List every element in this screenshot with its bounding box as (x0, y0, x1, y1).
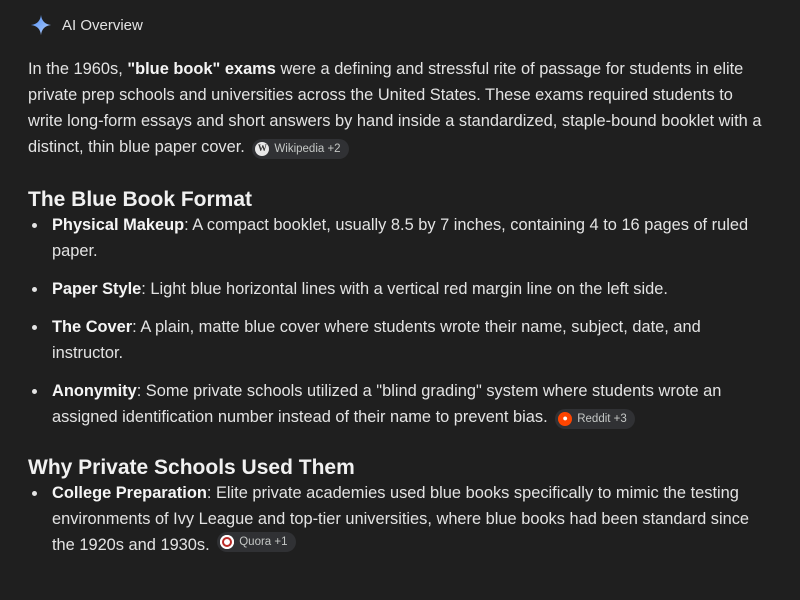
why-list (28, 480, 772, 558)
section-heading-why: Why Private Schools Used Them (28, 456, 355, 479)
list-item: The Cover: A plain, matte blue cover where students wrote their name, subject, date, and instructor. (28, 314, 752, 366)
wikipedia-icon: W (255, 142, 269, 156)
list-item: Physical Makeup: A compact booklet, usually 8.5 by 7 inches, containing 4 to 16 pages of ruled paper. (28, 212, 752, 264)
source-chip-wikipedia[interactable]: W Wikipedia +2 (252, 139, 348, 159)
section-heading-format: The Blue Book Format (28, 188, 253, 211)
sparkle-icon (30, 14, 52, 36)
reddit-icon: ● (558, 412, 572, 426)
format-list (28, 212, 772, 430)
quora-icon (220, 535, 234, 549)
source-chip-quora[interactable]: Quora +1 (217, 532, 295, 552)
intro-bold-term: "blue book" exams (127, 60, 276, 78)
source-chip-reddit[interactable]: ● Reddit +3 (555, 409, 635, 429)
list-item: Anonymity: Some private schools utilized a "blind grading" system where students wrote an assigned identification number instead of their name to prevent bias. ● Reddit +3 (28, 378, 752, 430)
intro-paragraph: In the 1960s, "blue book" exams were a defining and stressful rite of passage for students in elite private prep schools and universities across the United States. These exams required students to write long-form essays and short answers by hand inside a standardized, staple-bound booklet with a distinct, thin blue paper cover. W Wikipedia +2 (28, 56, 763, 160)
ai-overview-header (28, 0, 772, 50)
list-item: College Preparation: Elite private academies used blue books specifically to mimic the testing environments of Ivy League and top-tier universities, where blue books had been standard since the 1920s and 1930s. Quora +1 (28, 480, 752, 558)
list-item: Paper Style: Light blue horizontal lines with a vertical red margin line on the left side. (28, 276, 752, 302)
ai-overview-title: AI Overview (62, 16, 143, 34)
